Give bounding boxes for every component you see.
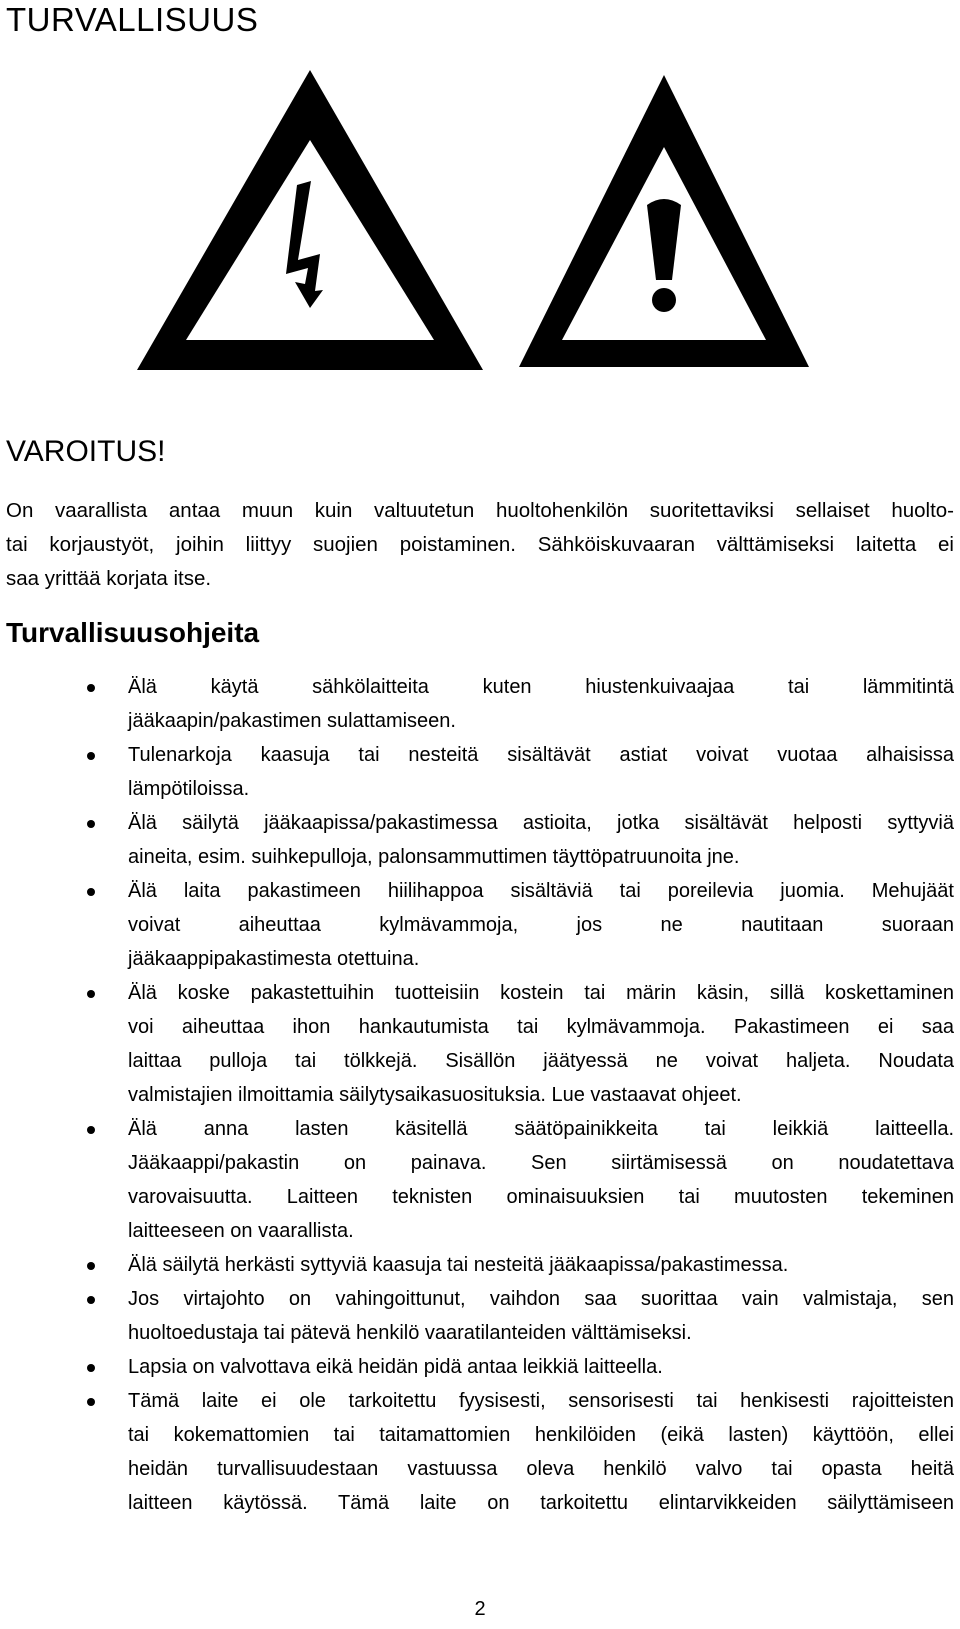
list-item-text xyxy=(128,1112,954,1248)
text-line: huoltoedustaja tai pätevä henkilö vaaratilanteiden välttämiseksi. xyxy=(128,1322,692,1344)
bullet-icon xyxy=(87,684,95,692)
warning-heading: VAROITUS! xyxy=(6,435,166,468)
list-item-text xyxy=(128,670,954,738)
warning-paragraph xyxy=(6,494,954,596)
section-heading: Turvallisuusohjeita xyxy=(6,617,260,648)
text-line: heidän turvallisuudestaan vastuussa oleva henkilö valvo tai opasta heitä xyxy=(128,1458,954,1480)
text-line: Älä anna lasten käsitellä säätöpainikkeita tai leikkiä laitteella. xyxy=(128,1118,954,1140)
general-warning-exclamation-icon xyxy=(519,75,809,367)
text-line: laittaa pulloja tai tölkkejä. Sisällön jäätyessä ne voivat haljeta. Noudata xyxy=(128,1050,954,1072)
text-line: Lapsia on valvottava eikä heidän pidä antaa leikkiä laitteella. xyxy=(128,1356,663,1378)
bullet-icon xyxy=(87,752,95,760)
bullet-icon xyxy=(87,1296,95,1304)
text-line: laitteen käytössä. Tämä laite on tarkoitettu elintarvikkeiden säilyttämiseen xyxy=(128,1492,954,1514)
text-line: voi aiheuttaa ihon hankautumista tai kylmävammoja. Pakastimeen ei saa xyxy=(128,1016,954,1038)
bullet-icon xyxy=(87,1126,95,1134)
text-line: varovaisuutta. Laitteen teknisten ominaisuuksien tai muutosten tekeminen xyxy=(128,1186,954,1208)
warning-line: saa yrittää korjata itse. xyxy=(6,567,212,590)
list-item-text xyxy=(128,976,954,1112)
warning-line: On vaarallista antaa muun kuin valtuutetun huoltohenkilön suoritettaviksi sellaiset huolto- xyxy=(6,499,954,522)
text-line: jääkaappipakastimesta otettuina. xyxy=(128,948,420,970)
bullet-icon xyxy=(87,1262,95,1270)
text-line: laitteeseen on vaarallista. xyxy=(128,1220,354,1242)
list-item-text xyxy=(128,1248,954,1282)
list-item-text xyxy=(128,738,954,806)
bullet-icon xyxy=(87,888,95,896)
list-item-text xyxy=(128,1350,954,1384)
text-line: Älä säilytä jääkaapissa/pakastimessa astioita, jotka sisältävät helposti syttyviä xyxy=(128,812,954,834)
text-line: Älä käytä sähkölaitteita kuten hiustenkuivaajaa tai lämmitintä xyxy=(128,676,954,698)
text-line: voivat aiheuttaa kylmävammoja, jos ne nautitaan suoraan xyxy=(128,914,954,936)
text-line: Älä laita pakastimeen hiilihappoa sisältäviä tai poreilevia juomia. Mehujäät xyxy=(128,880,954,902)
bullet-icon xyxy=(87,1364,95,1372)
text-line: tai kokemattomien tai taitamattomien henkilöiden (eikä lasten) käyttöön, ellei xyxy=(128,1424,954,1446)
electric-hazard-warning-icon xyxy=(137,70,483,370)
page-title: TURVALLISUUS xyxy=(6,1,259,38)
text-line: Jos virtajohto on vahingoittunut, vaihdon saa suorittaa vain valmistaja, sen xyxy=(128,1288,954,1310)
text-line: jääkaapin/pakastimen sulattamiseen. xyxy=(128,710,456,732)
list-item-text xyxy=(128,806,954,874)
list-item-text xyxy=(128,1384,954,1520)
list-item-text xyxy=(128,1282,954,1350)
text-line: aineita, esim. suihkepulloja, palonsammuttimen täyttöpatruunoita jne. xyxy=(128,846,740,868)
warning-line: tai korjaustyöt, joihin liittyy suojien poistaminen. Sähköiskuvaaran välttämiseksi laitetta ei xyxy=(6,533,954,556)
text-line: valmistajien ilmoittamia säilytysaikasuosituksia. Lue vastaavat ohjeet. xyxy=(128,1084,742,1106)
text-line: Jääkaappi/pakastin on painava. Sen siirtämisessä on noudatettava xyxy=(128,1152,954,1174)
warning-icons xyxy=(0,70,960,370)
text-line: Tulenarkoja kaasuja tai nesteitä sisältävät astiat voivat vuotaa alhaisissa xyxy=(128,744,954,766)
text-line: lämpötiloissa. xyxy=(128,778,250,800)
bullet-icon xyxy=(87,1398,95,1406)
text-line: Tämä laite ei ole tarkoitettu fyysisesti, sensorisesti tai henkisesti rajoitteisten xyxy=(128,1390,954,1412)
list-item-text xyxy=(128,874,954,976)
text-line: Älä säilytä herkästi syttyviä kaasuja tai nesteitä jääkaapissa/pakastimessa. xyxy=(128,1254,789,1276)
page-number: 2 xyxy=(474,1598,486,1620)
bullet-icon xyxy=(87,820,95,828)
text-line: Älä koske pakastettuihin tuotteisiin kostein tai märin käsin, sillä koskettaminen xyxy=(128,982,954,1004)
bullet-icon xyxy=(87,990,95,998)
